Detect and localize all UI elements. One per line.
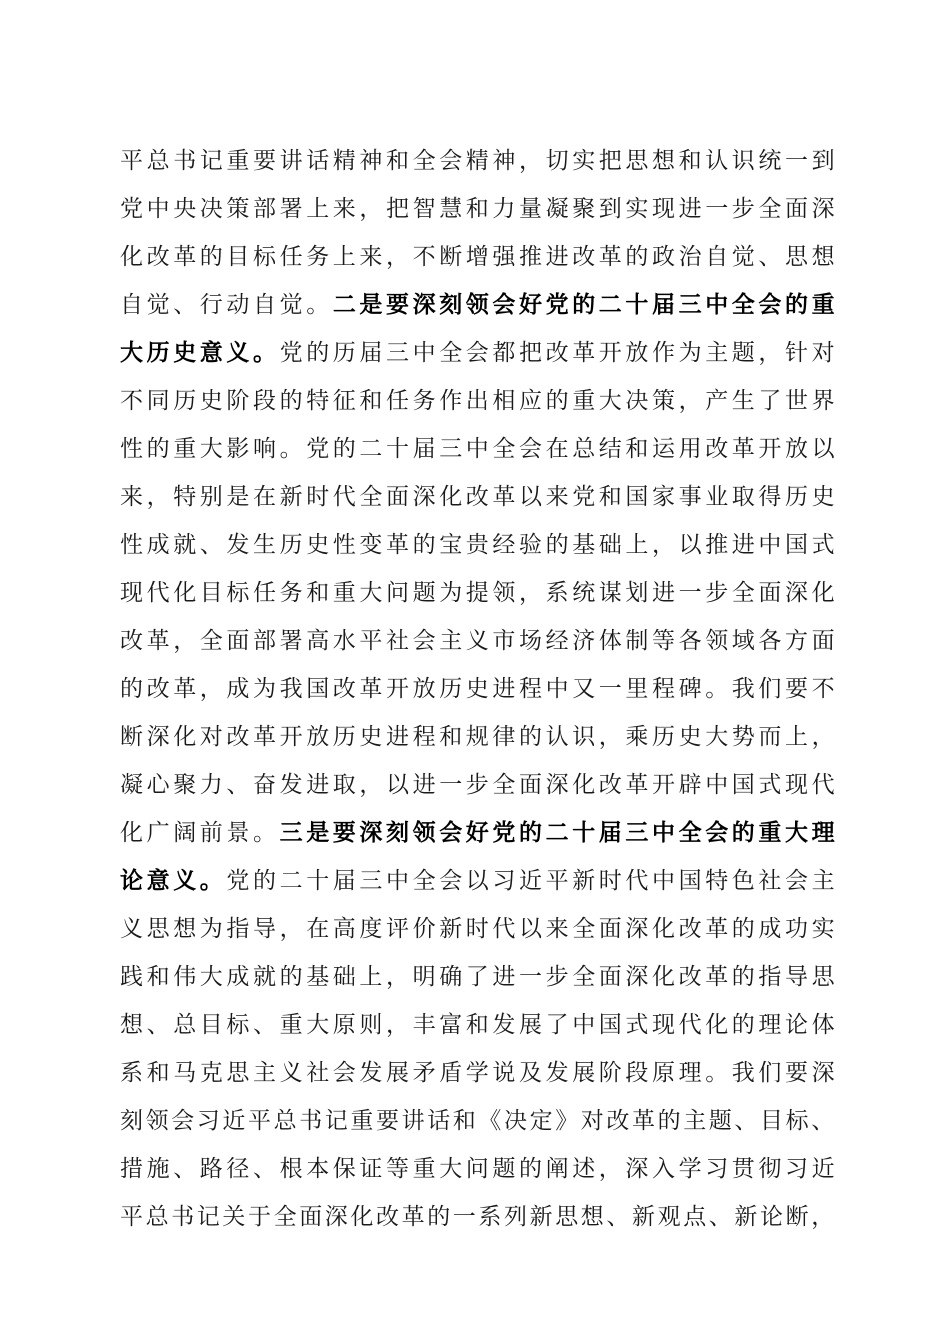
bold-heading-three: 三是要深刻领会好党的二十届三中全会的重大理 xyxy=(279,820,839,846)
text-line-12 xyxy=(120,665,840,713)
text-segment: 断深化对改革开放历史进程和规律的认识，乘历史大势而上， xyxy=(120,724,839,750)
text-segment: 党的二十届三中全会以习近平新时代中国特色社会主 xyxy=(226,868,839,894)
text-segment: 来，特别是在新时代全面深化改革以来党和国家事业取得历史 xyxy=(120,484,839,510)
text-segment: 刻领会习近平总书记重要讲话和《决定》对改革的主题、目标、 xyxy=(120,1108,837,1134)
text-line-14 xyxy=(120,761,840,809)
text-line-10 xyxy=(120,569,840,617)
text-segment: 化广阔前景。 xyxy=(120,820,280,846)
text-segment: 系和马克思主义社会发展矛盾学说及发展阶段原理。我们要深 xyxy=(120,1060,839,1086)
text-segment: 性的重大影响。党的二十届三中全会在总结和运用改革开放以 xyxy=(120,436,839,462)
text-line-1 xyxy=(120,137,840,185)
text-line-22 xyxy=(120,1145,840,1193)
text-segment: 凝心聚力、奋发进取，以进一步全面深化改革开辟中国式现代 xyxy=(120,772,839,798)
text-segment: 化改革的目标任务上来，不断增强推进改革的政治自觉、思想 xyxy=(120,244,839,270)
text-segment: 党中央决策部署上来，把智慧和力量凝聚到实现进一步全面深 xyxy=(120,196,839,222)
text-segment: 性成就、发生历史性变革的宝贵经验的基础上，以推进中国式 xyxy=(120,532,839,558)
text-segment: 义思想为指导，在高度评价新时代以来全面深化改革的成功实 xyxy=(120,916,839,942)
text-segment: 不同历史阶段的特征和任务作出相应的重大决策，产生了世界 xyxy=(120,388,839,414)
text-segment: 践和伟大成就的基础上，明确了进一步全面深化改革的指导思 xyxy=(120,964,839,990)
text-line-11 xyxy=(120,617,840,665)
text-line-7 xyxy=(120,425,840,473)
text-line-20 xyxy=(120,1049,840,1097)
text-line-18 xyxy=(120,953,840,1001)
text-line-23 xyxy=(120,1193,840,1241)
text-line-19 xyxy=(120,1001,840,1049)
text-line-21 xyxy=(120,1097,840,1145)
text-line-4 xyxy=(120,281,840,329)
text-line-9 xyxy=(120,521,840,569)
text-segment: 措施、路径、根本保证等重大问题的阐述，深入学习贯彻习近 xyxy=(120,1156,839,1182)
bold-heading-two: 二是要深刻领会好党的二十届三中全会的重 xyxy=(332,292,839,318)
text-line-13 xyxy=(120,713,840,761)
text-segment: 想、总目标、重大原则，丰富和发展了中国式现代化的理论体 xyxy=(120,1012,839,1038)
text-segment: 改革，全面部署高水平社会主义市场经济体制等各领域各方面 xyxy=(120,628,839,654)
text-segment: 自觉、行动自觉。 xyxy=(120,292,333,318)
text-segment: 平总书记关于全面深化改革的一系列新思想、新观点、新论断， xyxy=(120,1204,837,1230)
text-line-8 xyxy=(120,473,840,521)
text-line-15 xyxy=(120,809,840,857)
text-line-16 xyxy=(120,857,840,905)
text-segment: 党的历届三中全会都把改革开放作为主题，针对 xyxy=(279,340,839,366)
text-segment: 的改革，成为我国改革开放历史进程中又一里程碑。我们要不 xyxy=(120,676,839,702)
text-line-3 xyxy=(120,233,840,281)
text-segment: 现代化目标任务和重大问题为提领，系统谋划进一步全面深化 xyxy=(120,580,839,606)
body-text xyxy=(120,137,840,1241)
bold-heading-three-cont: 论意义。 xyxy=(120,868,227,894)
text-line-2 xyxy=(120,185,840,233)
text-line-17 xyxy=(120,905,840,953)
bold-heading-two-cont: 大历史意义。 xyxy=(120,340,280,366)
text-line-5 xyxy=(120,329,840,377)
text-line-6 xyxy=(120,377,840,425)
text-segment: 平总书记重要讲话精神和全会精神，切实把思想和认识统一到 xyxy=(120,148,839,174)
